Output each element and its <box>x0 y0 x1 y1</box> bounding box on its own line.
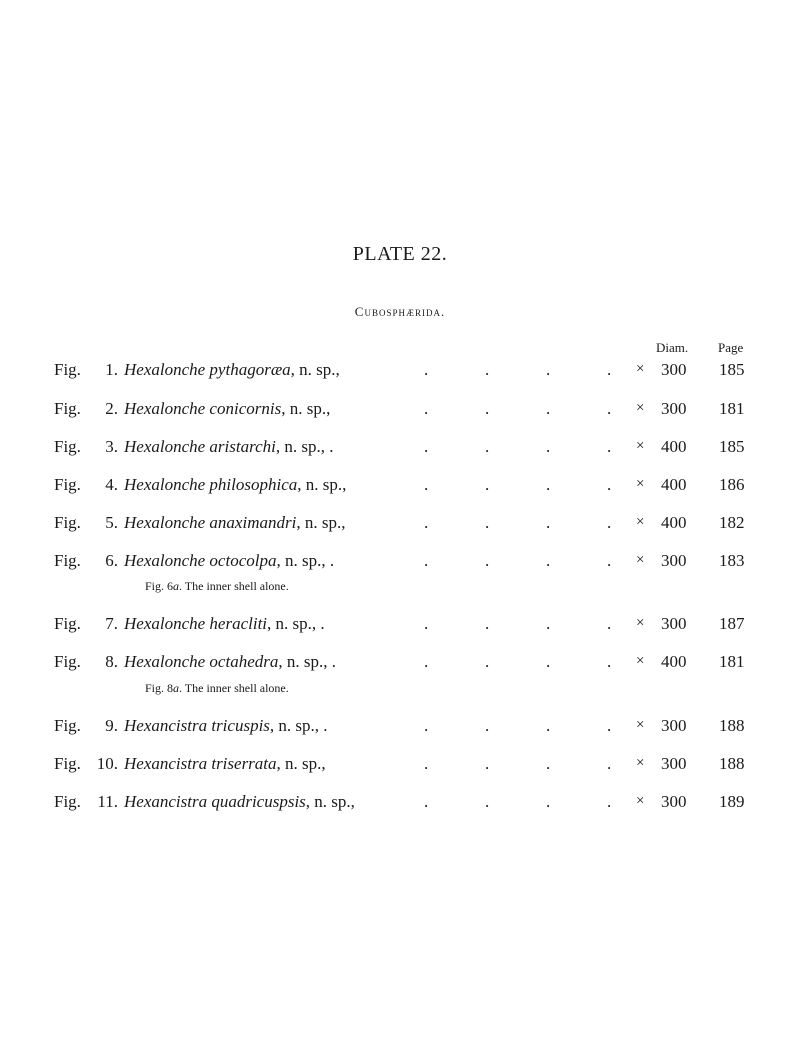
magnification-sign: × <box>636 793 645 809</box>
species-name <box>124 716 328 736</box>
species-name <box>124 437 334 457</box>
species-suffix: , n. sp., <box>276 754 326 773</box>
diameter-value: 300 <box>661 792 687 811</box>
leader-dot: . <box>607 551 612 570</box>
diameter-value: 400 <box>661 652 687 671</box>
leader-dot: . <box>424 652 429 671</box>
species-suffix: , n. sp., <box>305 792 355 811</box>
leader-dot: . <box>607 360 612 379</box>
leader-dot: . <box>607 652 612 671</box>
diameter-value: 400 <box>661 437 687 456</box>
species-name <box>124 360 340 380</box>
fig-number: 7. <box>105 614 118 633</box>
page-number: 188 <box>719 754 745 773</box>
subfigure-note-8a <box>145 681 289 696</box>
species-suffix: , n. sp., <box>296 513 346 532</box>
subnote-text: . The inner shell alone. <box>179 681 289 695</box>
figure-entry-3 <box>0 437 800 461</box>
species-italic: Hexalonche octahedra <box>124 652 279 671</box>
leader-dot: . <box>607 614 612 633</box>
magnification-sign: × <box>636 653 645 669</box>
leader-dot: . <box>485 614 490 633</box>
plate-title: PLATE 22. <box>352 243 448 265</box>
leader-dot: . <box>485 792 490 811</box>
species-italic: Hexalonche heracliti <box>124 614 268 633</box>
species-italic: Hexalonche octocolpa <box>124 551 277 570</box>
fig-label: Fig. <box>54 360 81 379</box>
leader-dot: . <box>546 437 551 456</box>
fig-number: 9. <box>105 716 118 735</box>
leader-dot: . <box>424 754 429 773</box>
figure-entry-10 <box>0 754 800 778</box>
leader-dot: . <box>546 792 551 811</box>
leader-dot: . <box>485 716 490 735</box>
magnification-sign: × <box>636 438 645 454</box>
figure-entry-8 <box>0 652 800 676</box>
species-italic: Hexalonche pythagoræa <box>124 360 291 379</box>
species-name <box>124 475 346 495</box>
figure-entry-6 <box>0 551 800 575</box>
figure-entry-1 <box>0 360 800 384</box>
leader-dot: . <box>485 437 490 456</box>
page-number: 181 <box>719 399 745 418</box>
diameter-value: 300 <box>661 551 687 570</box>
species-italic: Hexalonche aristarchi <box>124 437 276 456</box>
fig-number: 2. <box>105 399 118 418</box>
species-suffix: , n. sp., . <box>269 716 328 735</box>
magnification-sign: × <box>636 514 645 530</box>
fig-label: Fig. <box>54 475 81 494</box>
fig-number: 5. <box>105 513 118 532</box>
leader-dot: . <box>607 792 612 811</box>
leader-dot: . <box>485 513 490 532</box>
figure-entry-2 <box>0 399 800 423</box>
leader-dot: . <box>607 399 612 418</box>
leader-dot: . <box>607 513 612 532</box>
fig-number: 1. <box>105 360 118 379</box>
diameter-value: 300 <box>661 399 687 418</box>
subnote-letter: a <box>173 681 180 695</box>
species-italic: Hexancistra tricuspis <box>124 716 270 735</box>
leader-dot: . <box>546 399 551 418</box>
leader-dot: . <box>424 551 429 570</box>
fig-number: 3. <box>105 437 118 456</box>
leader-dot: . <box>485 652 490 671</box>
leader-dot: . <box>546 754 551 773</box>
subnote-label: Fig. 6 <box>145 579 174 593</box>
fig-label: Fig. <box>54 716 81 735</box>
fig-number: 4. <box>105 475 118 494</box>
leader-dot: . <box>546 652 551 671</box>
fig-number: 11. <box>97 792 118 811</box>
figure-entry-4 <box>0 475 800 499</box>
diameter-value: 400 <box>661 513 687 532</box>
section-title: Cubosphærida. <box>354 304 446 319</box>
species-italic: Hexalonche anaximandri <box>124 513 297 532</box>
species-suffix: , n. sp., <box>297 475 347 494</box>
leader-dot: . <box>424 614 429 633</box>
species-italic: Hexancistra quadricuspsis <box>124 792 306 811</box>
species-name <box>124 614 325 634</box>
leader-dot: . <box>424 475 429 494</box>
leader-dot: . <box>424 399 429 418</box>
leader-dot: . <box>424 437 429 456</box>
page-number: 183 <box>719 551 745 570</box>
subnote-letter: a <box>173 579 180 593</box>
leader-dot: . <box>546 614 551 633</box>
diameter-value: 300 <box>661 360 687 379</box>
page-number: 189 <box>719 792 745 811</box>
species-name <box>124 754 326 774</box>
fig-label: Fig. <box>54 399 81 418</box>
species-suffix: , n. sp., <box>290 360 340 379</box>
species-suffix: , n. sp., <box>281 399 331 418</box>
fig-label: Fig. <box>54 754 81 773</box>
leader-dot: . <box>485 551 490 570</box>
subfigure-note-6a <box>145 579 289 594</box>
subnote-text: . The inner shell alone. <box>179 579 289 593</box>
fig-number: 8. <box>105 652 118 671</box>
species-name <box>124 513 345 533</box>
figure-entry-11 <box>0 792 800 816</box>
magnification-sign: × <box>636 400 645 416</box>
species-italic: Hexalonche conicornis <box>124 399 282 418</box>
magnification-sign: × <box>636 361 645 377</box>
leader-dot: . <box>546 475 551 494</box>
page-number: 185 <box>719 437 745 456</box>
leader-dot: . <box>424 792 429 811</box>
leader-dot: . <box>485 475 490 494</box>
species-suffix: , n. sp., . <box>276 551 335 570</box>
leader-dot: . <box>546 551 551 570</box>
magnification-sign: × <box>636 552 645 568</box>
magnification-sign: × <box>636 717 645 733</box>
figure-entry-9 <box>0 716 800 740</box>
leader-dot: . <box>607 754 612 773</box>
species-italic: Hexalonche philosophica <box>124 475 298 494</box>
leader-dot: . <box>546 716 551 735</box>
fig-label: Fig. <box>54 513 81 532</box>
page-number: 188 <box>719 716 745 735</box>
leader-dot: . <box>485 360 490 379</box>
leader-dot: . <box>546 360 551 379</box>
figure-entry-7 <box>0 614 800 638</box>
fig-number: 6. <box>105 551 118 570</box>
fig-number: 10. <box>96 754 118 773</box>
figure-entry-5 <box>0 513 800 537</box>
fig-label: Fig. <box>54 792 81 811</box>
magnification-sign: × <box>636 476 645 492</box>
species-name <box>124 652 336 672</box>
magnification-sign: × <box>636 615 645 631</box>
diameter-value: 400 <box>661 475 687 494</box>
page-number: 185 <box>719 360 745 379</box>
species-name <box>124 792 355 812</box>
magnification-sign: × <box>636 755 645 771</box>
leader-dot: . <box>546 513 551 532</box>
page-number: 182 <box>719 513 745 532</box>
subnote-label: Fig. 8 <box>145 681 174 695</box>
leader-dot: . <box>485 399 490 418</box>
species-italic: Hexancistra triserrata <box>124 754 277 773</box>
leader-dot: . <box>424 360 429 379</box>
fig-label: Fig. <box>54 551 81 570</box>
page-number: 181 <box>719 652 745 671</box>
species-suffix: , n. sp., . <box>267 614 325 633</box>
page-number: 186 <box>719 475 745 494</box>
leader-dot: . <box>424 513 429 532</box>
page-header: Page <box>718 340 744 355</box>
species-suffix: , n. sp., . <box>275 437 334 456</box>
leader-dot: . <box>424 716 429 735</box>
leader-dot: . <box>607 437 612 456</box>
diameter-value: 300 <box>661 716 687 735</box>
fig-label: Fig. <box>54 652 81 671</box>
leader-dot: . <box>607 475 612 494</box>
leader-dot: . <box>607 716 612 735</box>
species-name <box>124 399 330 419</box>
fig-label: Fig. <box>54 437 81 456</box>
diameter-value: 300 <box>661 614 687 633</box>
page-number: 187 <box>719 614 745 633</box>
fig-label: Fig. <box>54 614 81 633</box>
leader-dot: . <box>485 754 490 773</box>
species-suffix: , n. sp., . <box>278 652 336 671</box>
diameter-value: 300 <box>661 754 687 773</box>
species-name <box>124 551 334 571</box>
diam-header: Diam. <box>656 340 689 355</box>
